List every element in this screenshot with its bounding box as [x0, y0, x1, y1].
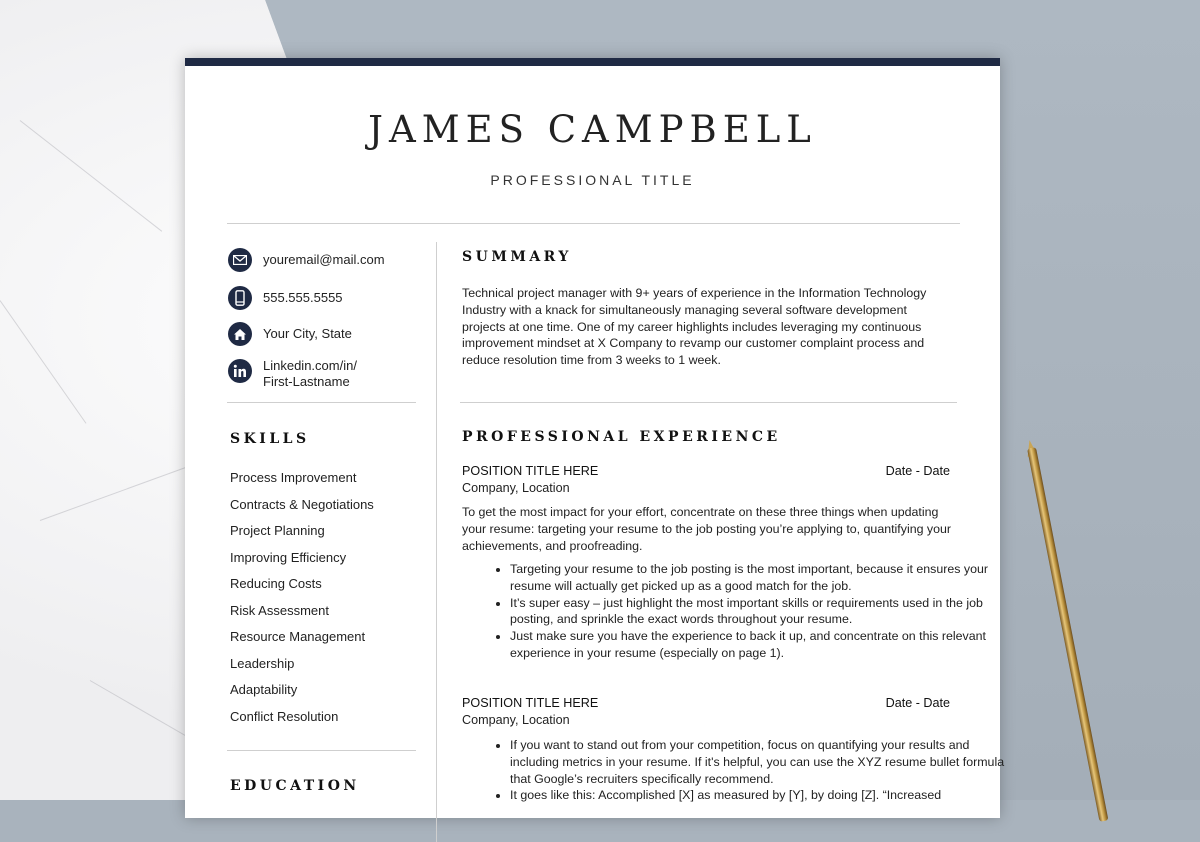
- top-accent-band: [185, 58, 1000, 66]
- phone-icon: [228, 286, 252, 310]
- linkedin-icon: [228, 359, 252, 383]
- skill-item: Resource Management: [230, 629, 366, 644]
- contact-email: youremail@mail.com: [228, 248, 385, 272]
- skill-item: Leadership: [230, 655, 295, 671]
- bullet-item: • Just make sure you have the experience to back it up, and concentrate on this relevant experience in your resume (especially on page 1).: [510, 628, 1007, 662]
- column-divider: [436, 242, 437, 842]
- professional-title: PROFESSIONAL TITLE: [490, 172, 695, 188]
- job-bullets: [462, 737, 1007, 804]
- contact-location: Your City, State: [228, 322, 352, 346]
- bullet-item: • It’s super easy – just highlight the most important skills or requirements used in the job posting, and sprinkle the exact words throughout your resume.: [510, 595, 1007, 629]
- bullet-item: • It goes like this: Accomplished [X] as measured by [Y], by doing [Z]. “Increased: [510, 787, 1007, 804]
- skill-item: Process Improvement: [230, 470, 357, 485]
- skill-item: Project Planning: [230, 523, 325, 538]
- skill-item: Adaptability: [230, 682, 298, 697]
- skill-item: Improving Efficiency: [230, 549, 347, 565]
- skill-item: Contracts & Negotiations: [230, 496, 374, 512]
- job-company: Company, Location: [462, 481, 570, 495]
- summary-text: Technical project manager with 9+ years of experience in the Information Technology Industry with a knack for simultaneously managing several software development projects at one time. One of my career highlights includes leveraging my continuous improvement mindset at X Company to revamp our customer complaint process and reduce resolution time from 3 weeks to 1 week.: [462, 286, 927, 368]
- skills-heading: SKILLS: [230, 431, 310, 447]
- header-divider: [227, 223, 960, 224]
- candidate-name: JAMES CAMPBELL: [368, 108, 817, 151]
- contact-divider: [227, 402, 416, 403]
- contact-linkedin: [228, 358, 357, 390]
- job-position-title: POSITION TITLE HERE: [462, 696, 599, 710]
- summary-heading: SUMMARY: [462, 249, 572, 265]
- skill-item: Reducing Costs: [230, 576, 322, 591]
- education-heading: EDUCATION: [230, 778, 360, 794]
- job-position-title: POSITION TITLE HERE: [462, 464, 599, 478]
- job-dates: Date - Date: [885, 696, 950, 710]
- job-company: Company, Location: [462, 713, 570, 727]
- bullet-item: • If you want to stand out from your competition, focus on quantifying your results and including metrics in your resume. If it's helpful, you can use the XYZ resume bullet formula that Google’s recruiters specifically recommend.: [510, 737, 1007, 787]
- contact-phone: 555.555.5555: [228, 286, 343, 310]
- job-intro: To get the most impact for your effort, concentrate on these three things when updating your resume: targeting your resume to the job posting you’re applying to, quantifying your achievements, and proofreading.: [462, 505, 952, 553]
- job-dates: Date - Date: [885, 464, 950, 478]
- experience-heading: PROFESSIONAL EXPERIENCE: [462, 429, 781, 445]
- job-bullets: [462, 561, 1007, 662]
- bullet-item: • Targeting your resume to the job posting is the most important, because it ensures your resume will actually get picked up as a good match for the job.: [510, 561, 1007, 595]
- skill-item: Risk Assessment: [230, 602, 329, 618]
- resume-page: [185, 58, 1005, 818]
- email-icon: [228, 248, 252, 272]
- skill-item: Conflict Resolution: [230, 708, 339, 724]
- summary-divider: [460, 402, 957, 403]
- skills-divider: [227, 750, 416, 751]
- linkedin-url-line2: First-Lastname: [263, 374, 350, 389]
- home-icon: [228, 322, 252, 346]
- linkedin-url-line1: Linkedin.com/in/: [263, 358, 357, 373]
